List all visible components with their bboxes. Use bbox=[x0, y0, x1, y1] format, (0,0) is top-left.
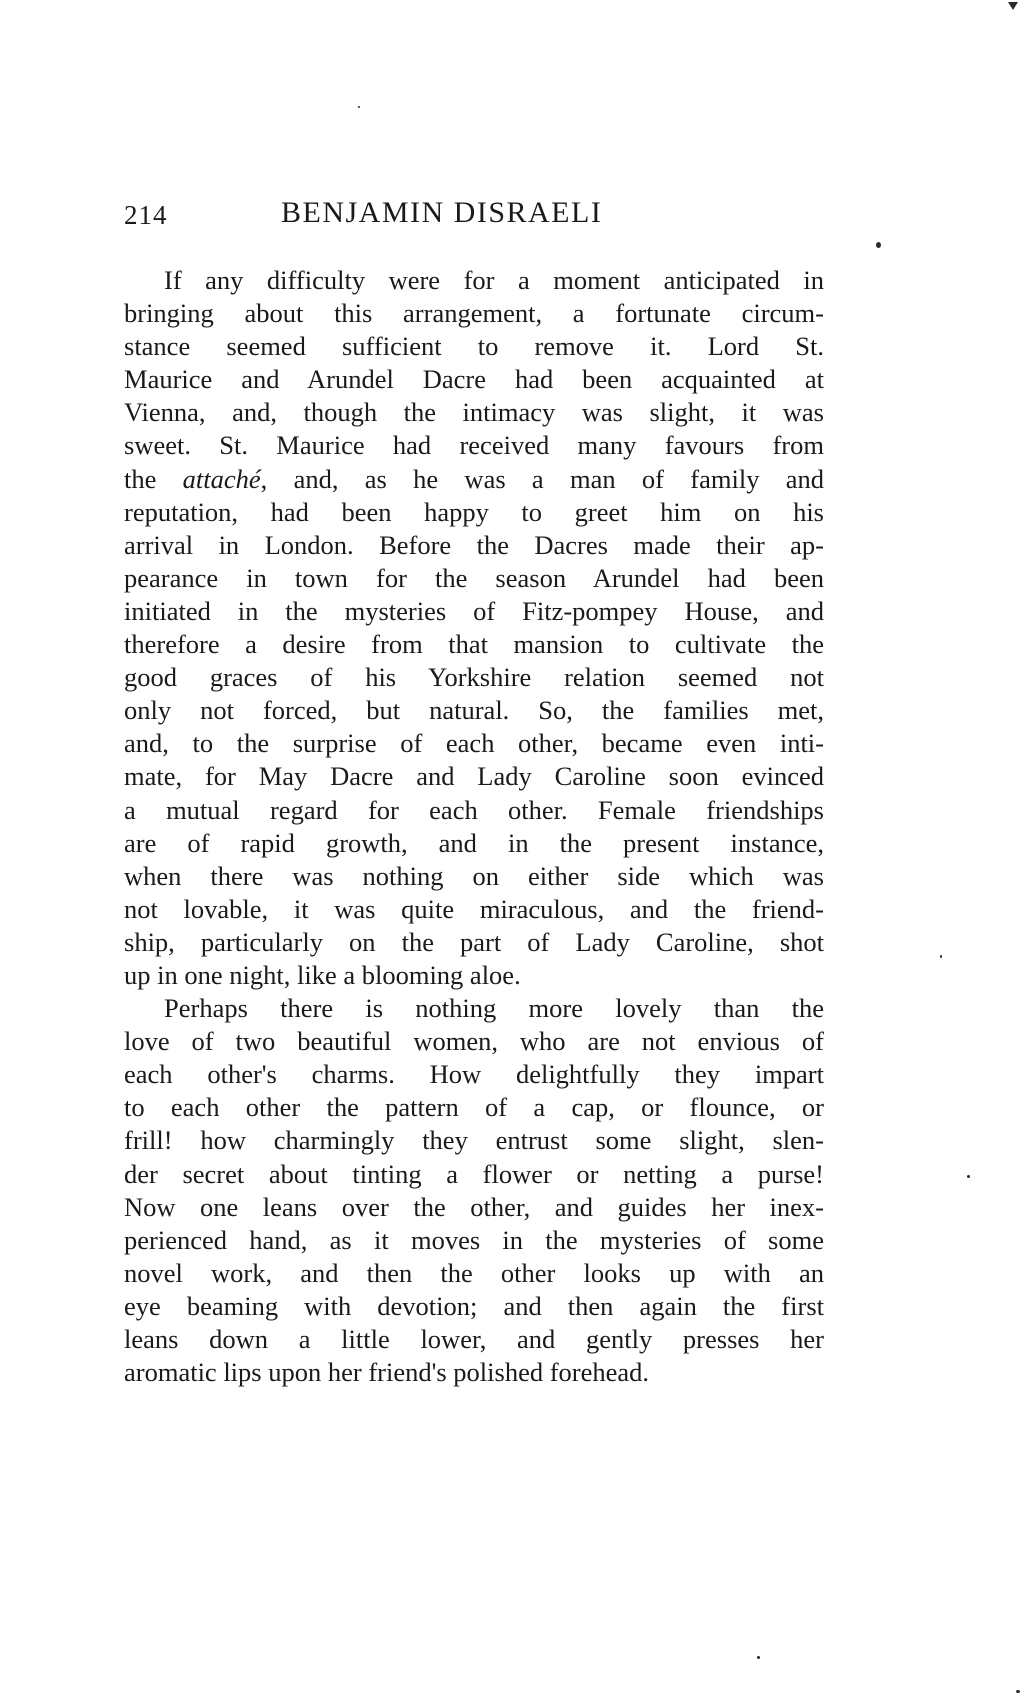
text-line: novel work, and then the other looks up with an bbox=[124, 1257, 824, 1288]
text-line: each other's charms. How delightfully they impart bbox=[124, 1059, 824, 1090]
text-line: only not forced, but natural. So, the families met, bbox=[124, 695, 824, 726]
text-line: and, to the surprise of each other, became even inti- bbox=[124, 728, 824, 759]
text-line: bringing about this arrangement, a fortunate circum- bbox=[124, 298, 824, 329]
text-line: Perhaps there is nothing more lovely than the bbox=[164, 993, 824, 1024]
running-head: BENJAMIN DISRAELI bbox=[281, 196, 603, 229]
text-line: up in one night, like a blooming aloe. bbox=[124, 959, 521, 990]
italic-word: attaché bbox=[182, 463, 261, 494]
text-line: good graces of his Yorkshire relation seemed not bbox=[124, 662, 824, 693]
text-line: perienced hand, as it moves in the mysteries of some bbox=[124, 1224, 824, 1255]
page-number: 214 bbox=[124, 200, 168, 230]
text-line: Maurice and Arundel Dacre had been acquainted at bbox=[124, 364, 824, 395]
text-line: reputation, had been happy to greet him on his bbox=[124, 496, 824, 527]
text-line bbox=[124, 463, 824, 496]
text-line: not lovable, it was quite miraculous, and the friend- bbox=[124, 893, 824, 924]
text-line: are of rapid growth, and in the present instance, bbox=[124, 827, 824, 858]
scan-speck bbox=[967, 1175, 970, 1178]
text-line: ship, particularly on the part of Lady Caroline, shot bbox=[124, 926, 824, 957]
text-line: aromatic lips upon her friend's polished forehead. bbox=[124, 1357, 650, 1388]
scan-speck bbox=[1016, 1690, 1020, 1693]
paragraph bbox=[124, 992, 824, 1389]
text-line: a mutual regard for each other. Female friendships bbox=[124, 794, 824, 825]
text-line: Vienna, and, though the intimacy was slight, it was bbox=[124, 397, 824, 428]
text-line: leans down a little lower, and gently presses her bbox=[124, 1324, 824, 1354]
page-header bbox=[124, 196, 824, 240]
text-line: frill! how charmingly they entrust some slight, slen- bbox=[124, 1125, 824, 1156]
body-text bbox=[124, 264, 824, 1389]
scan-speck bbox=[876, 242, 881, 248]
paragraph bbox=[124, 264, 824, 992]
text-line: eye beaming with devotion; and then again the first bbox=[124, 1290, 824, 1321]
text-segment: , and, as he was a man of family and bbox=[260, 463, 824, 494]
text-line: sweet. St. Maurice had received many favours from bbox=[124, 430, 824, 461]
text-line: der secret about tinting a flower or netting a purse! bbox=[124, 1158, 824, 1189]
text-line: stance seemed sufficient to remove it. Lord St. bbox=[124, 331, 824, 362]
text-line: pearance in town for the season Arundel had been bbox=[124, 562, 824, 593]
text-segment: the bbox=[124, 463, 183, 494]
text-line: arrival in London. Before the Dacres made their ap- bbox=[124, 529, 824, 560]
text-line: Now one leans over the other, and guides her inex- bbox=[124, 1191, 824, 1222]
text-line: mate, for May Dacre and Lady Caroline soon evinced bbox=[124, 761, 824, 792]
text-line: love of two beautiful women, who are not envious of bbox=[124, 1026, 824, 1057]
scan-speck bbox=[940, 955, 942, 958]
scan-speck bbox=[1008, 2, 1018, 10]
text-line: therefore a desire from that mansion to cultivate the bbox=[124, 629, 824, 660]
text-line: initiated in the mysteries of Fitz-pompey House, and bbox=[124, 595, 824, 626]
scan-speck bbox=[757, 1656, 760, 1659]
text-line: when there was nothing on either side which was bbox=[124, 860, 824, 891]
text-line: to each other the pattern of a cap, or flounce, or bbox=[124, 1092, 824, 1123]
text-line: If any difficulty were for a moment anticipated in bbox=[164, 265, 824, 295]
scan-speck bbox=[358, 106, 360, 108]
